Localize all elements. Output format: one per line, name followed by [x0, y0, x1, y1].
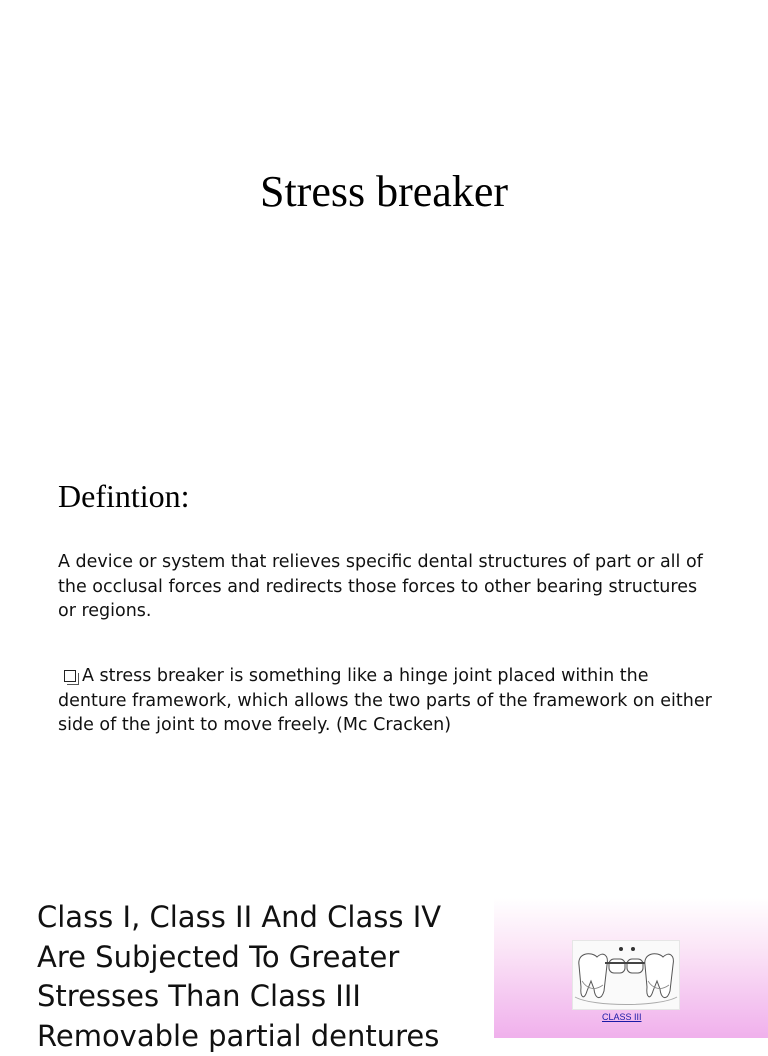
title-slide	[0, 0, 768, 440]
definition-paragraph: A device or system that relieves specific dental structures of part or all of the occlusal forces and redirects those forces to other bearing structures or regions.	[58, 552, 703, 621]
definition-heading: Defintion:	[58, 478, 190, 514]
bullet-text: A stress breaker is something like a hinge joint placed within the denture framework, which allows the two parts of the framework on either side of the joint to move freely. (Mc Cracken)	[58, 666, 712, 735]
class-comparison-slide	[0, 890, 768, 1053]
slide-title: Stress breaker	[259, 167, 508, 216]
dental-bridge-icon	[573, 941, 679, 1009]
image-panel	[494, 898, 768, 1038]
bullet-paragraph	[58, 664, 718, 738]
definition-slide	[0, 440, 768, 890]
class-comparison-text: Class I, Class II And Class IV Are Subjected To Greater Stresses Than Class III Removable partial dentures	[37, 900, 442, 1053]
image-caption[interactable]: CLASS III	[602, 1012, 642, 1022]
dental-bridge-diagram	[572, 940, 680, 1010]
checkbox-bullet-icon	[64, 670, 76, 682]
